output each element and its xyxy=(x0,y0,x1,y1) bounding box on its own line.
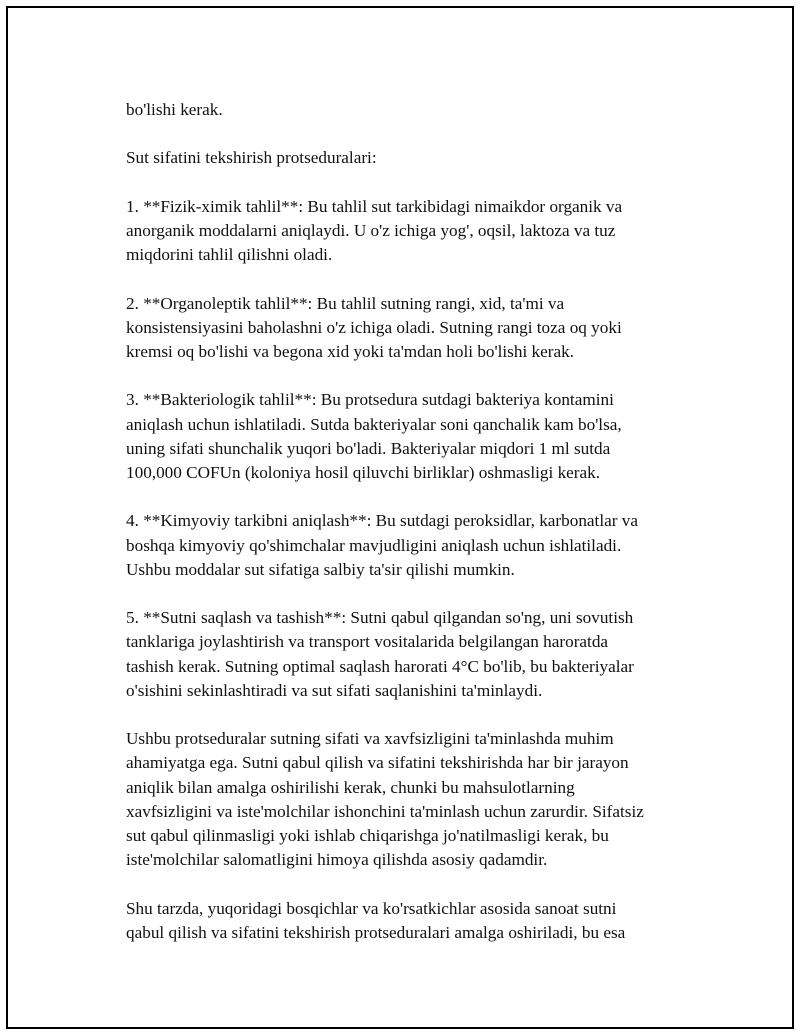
document-body xyxy=(126,98,686,969)
paragraph-item-2: 2. **Organoleptik tahlil**: Bu tahlil sutning rangi, xid, ta'mi va konsistensiyasini baholashni o'z ichiga oladi. Sutning rangi toza oq yoki kremsi oq bo'lishi va begona xid yoki ta'mdan holi bo'lishi kerak. xyxy=(126,293,622,361)
paragraph-item-4: 4. **Kimyoviy tarkibni aniqlash**: Bu sutdagi peroksidlar, karbonatlar va boshqa kimyoviy qo'shimchalar mavjudligini aniqlash uchun ishlatiladi. Ushbu moddalar sut sifatiga salbiy ta'sir qilishi mumkin. xyxy=(126,511,638,579)
paragraph-continuation: bo'lishi kerak. xyxy=(126,100,223,119)
paragraph-item-3: 3. **Bakteriologik tahlil**: Bu protsedura sutdagi bakteriya kontamini aniqlash uchun ishlatiladi. Sutda bakteriyalar soni qanchalik kam bo'lsa, uning sifati shunchalik yuqori bo'ladi. Bakteriyalar miqdori 1 ml sutda 100,000 COFUn (koloniya hosil qiluvchi birliklar) oshmasligi kerak. xyxy=(126,390,622,482)
document-page xyxy=(6,6,794,1029)
paragraph-section-heading: Sut sifatini tekshirish protseduralari: xyxy=(126,148,377,168)
paragraph-summary: Ushbu protseduralar sutning sifati va xavfsizligini ta'minlashda muhim ahamiyatga ega. Sutni qabul qilish va sifatini tekshirishda har bir jarayon aniqlik bilan amalga oshirilishi kerak, chunki bu mahsulotlarning xavfsizligini va iste'molchilar ishonchini ta'minlash uchun zarurdir. Sifatsiz sut qabul qilinmasligi yoki ishlab chiqarishga jo'natilmasligi kerak, bu iste'molchilar salomatligini himoya qilishda asosiy qadamdir. xyxy=(126,729,644,870)
paragraph-item-5: 5. **Sutni saqlash va tashish**: Sutni qabul qilgandan so'ng, uni sovutish tanklariga joylashtirish va transport vositalarida belgilangan haroratda tashish kerak. Sutning optimal saqlash harorati 4°C bo'lib, bu bakteriyalar o'sishini sekinlashtiradi va sut sifati saqlanishini ta'minlaydi. xyxy=(126,608,634,700)
paragraph-item-1: 1. **Fizik-ximik tahlil**: Bu tahlil sut tarkibidagi nimaikdor organik va anorganik moddalarni aniqlaydi. U o'z ichiga yog', oqsil, laktoza va tuz miqdorini tahlil qilishni oladi. xyxy=(126,196,623,265)
paragraph-conclusion: Shu tarzda, yuqoridagi bosqichlar va ko'rsatkichlar asosida sanoat sutni qabul qilish va sifatini tekshirish protseduralari amalga oshiriladi, bu esa xyxy=(126,898,626,942)
